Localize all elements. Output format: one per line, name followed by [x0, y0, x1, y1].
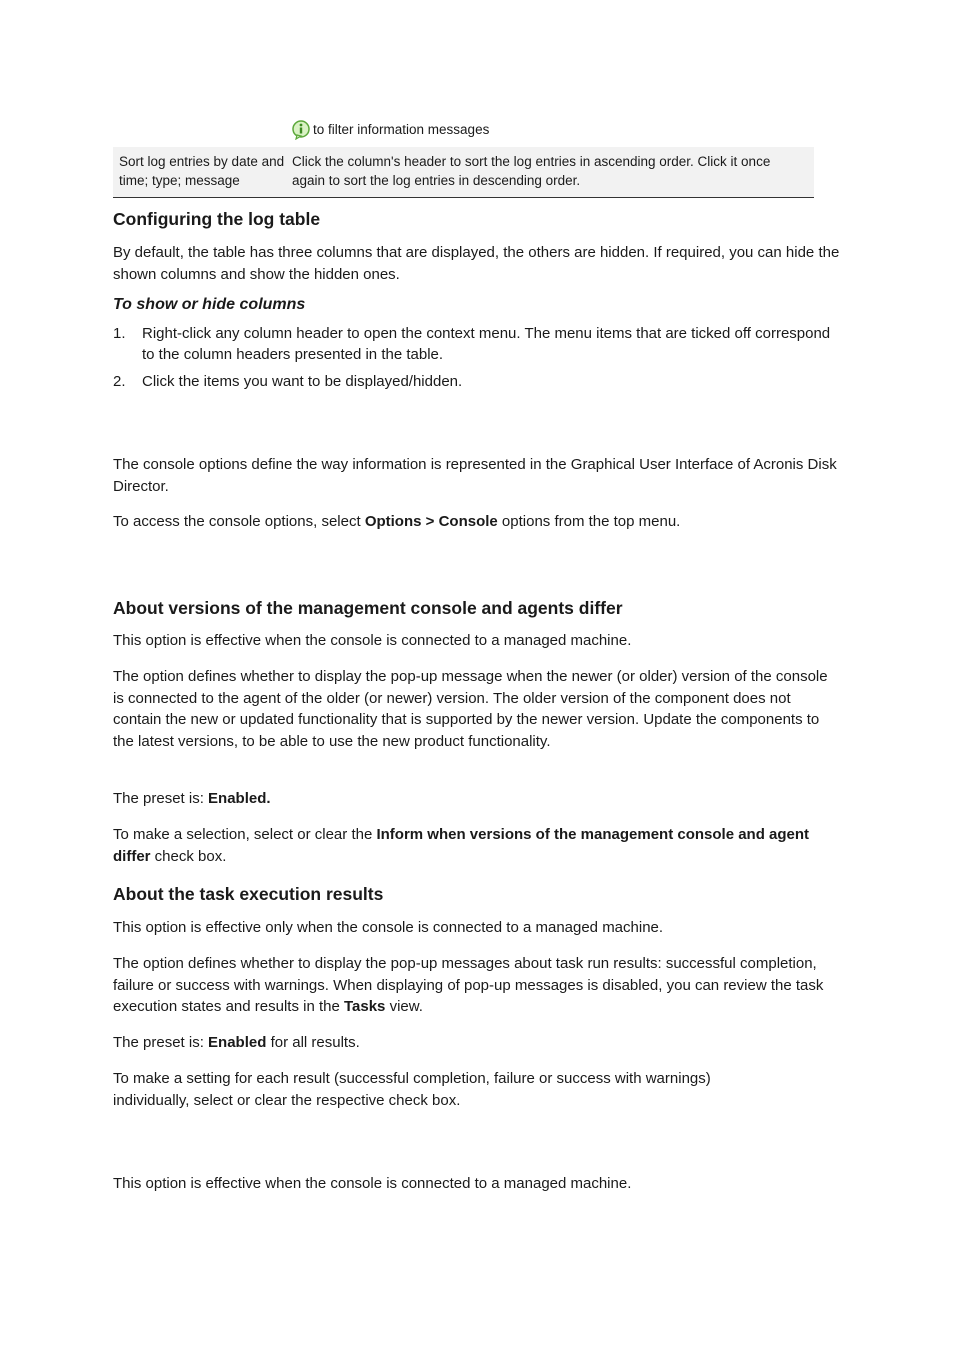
table-row [113, 147, 814, 198]
paragraph: This option is effective when the console is connected to a managed machine. [113, 632, 632, 649]
table-row [113, 112, 814, 146]
text-run: view. [385, 998, 423, 1015]
text-run: The preset is: [113, 790, 209, 807]
paragraph: The console options define the way information is represented in the Graphical User Interface of Acronis Disk Director. [113, 456, 837, 495]
paragraph: The option defines whether to display the pop-up message when the newer (or older) version of the console is connected to the agent of the older (or newer) version. The older version of the component does not contain the new or updated functionality that is supported by the newer version. Update the components to the latest versions, to be able to use the new product functionality. [113, 668, 828, 750]
heading-log-table: Configuring the log table [113, 209, 321, 229]
text-run: To access the console options, select [113, 513, 365, 530]
checkbox-name: Inform when versions of the management console and agent differ [113, 826, 810, 865]
table-cell: Click the column's header to sort the log entries in ascending order. Click it once again to sort the log entries in descending order. [292, 154, 771, 188]
heading-versions: About versions of the management console and agents differ [113, 598, 623, 618]
list-item [113, 323, 843, 365]
paragraph [113, 953, 825, 1018]
steps-list [113, 323, 843, 398]
paragraph [113, 824, 813, 867]
paragraph [113, 511, 843, 533]
text-run: The option defines whether to display the pop-up messages about task run results: successful completion, failure or success with warnings. When displaying of pop-up messages is disabled, you can review the task execution states and results in the [113, 955, 824, 1015]
paragraph [113, 788, 843, 810]
paragraph [113, 1032, 843, 1054]
text-run: The preset is: [113, 1034, 209, 1051]
filter-info-text: to filter information messages [313, 122, 490, 137]
preset-value: Enabled. [208, 790, 271, 807]
heading-task-results: About the task execution results [113, 884, 384, 904]
paragraph: To make a setting for each result (successful completion, failure or success with warnings) individually, select or clear the respective check box. [113, 1070, 711, 1109]
step-text: Right-click any column header to open the context menu. The menu items that are ticked off correspond to the column headers presented in the table. [142, 325, 831, 363]
view-name: Tasks [343, 998, 386, 1015]
text-run: for all results. [266, 1034, 360, 1051]
paragraph: This option is effective only when the console is connected to a managed machine. [113, 919, 664, 936]
preset-value: Enabled [208, 1034, 267, 1051]
menu-path: Options > Console [364, 513, 498, 530]
info-icon [291, 120, 311, 140]
text-run: options from the top menu. [497, 513, 681, 530]
subheading-show-hide: To show or hide columns [113, 296, 306, 313]
table-cell: Sort log entries by date and time; type; message [119, 154, 285, 188]
paragraph: This option is effective when the console is connected to a managed machine. [113, 1175, 632, 1192]
step-number: 2. [113, 373, 126, 390]
table-cell [291, 120, 489, 140]
step-text: Click the items you want to be displayed/hidden. [142, 373, 463, 390]
list-item [113, 371, 843, 392]
paragraph: By default, the table has three columns that are displayed, the others are hidden. If required, you can hide the shown columns and show the hidden ones. [113, 244, 840, 283]
text-run: check box. [150, 847, 227, 865]
step-number: 1. [113, 325, 126, 342]
text-run: To make a selection, select or clear the [113, 826, 377, 843]
